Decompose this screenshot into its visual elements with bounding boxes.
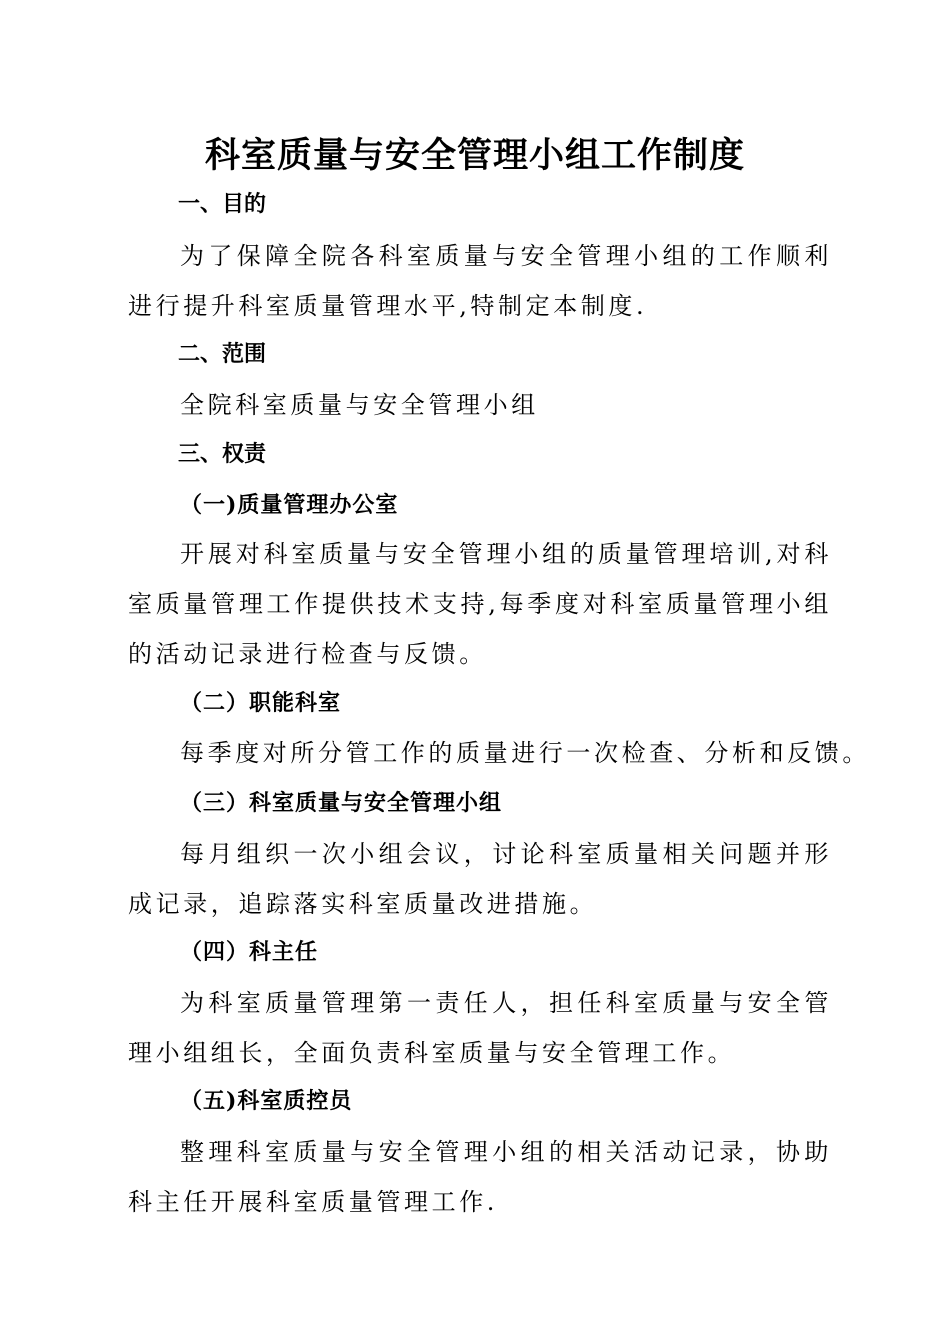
subsection-heading-quality-office: （一)质量管理办公室 (180, 492, 399, 518)
section-heading-scope: 二、范围 (178, 342, 267, 367)
subsection-heading-quality-controller: （五)科室质控员 (180, 1088, 353, 1114)
subsection-text-quality-team: 每月组织一次小组会议，讨论科室质量相关问题并形成记录，追踪落实科室质量改进措施。 (128, 840, 832, 918)
subsection-heading-quality-team: （三）科室质量与安全管理小组 (180, 790, 503, 816)
section-text-purpose: 为了保障全院各科室质量与安全管理小组的工作顺利进行提升科室质量管理水平,特制定本制度. (128, 242, 832, 320)
subsection-heading-department-director: （四）科主任 (180, 939, 319, 965)
section-text-scope: 全院科室质量与安全管理小组 (180, 391, 539, 419)
subsection-text-department-director: 为科室质量管理第一责任人，担任科室质量与安全管理小组组长，全面负责科室质量与安全管理工作。 (128, 989, 832, 1067)
section-heading-purpose: 一、目的 (178, 192, 267, 217)
subsection-text-quality-controller: 整理科室质量与安全管理小组的相关活动记录，协助科主任开展科室质量管理工作. (128, 1138, 832, 1216)
subsection-heading-functional-departments: （二）职能科室 (180, 690, 342, 716)
subsection-text-quality-office: 开展对科室质量与安全管理小组的质量管理培训,对科室质量管理工作提供技术支持,每季度对科室质量管理小组的活动记录进行检查与反馈。 (128, 540, 832, 668)
section-heading-responsibilities: 三、权责 (178, 442, 267, 467)
subsection-text-functional-departments: 每季度对所分管工作的质量进行一次检查、分析和反馈。 (180, 739, 870, 767)
document-title: 科室质量与安全管理小组工作制度 (204, 136, 745, 176)
